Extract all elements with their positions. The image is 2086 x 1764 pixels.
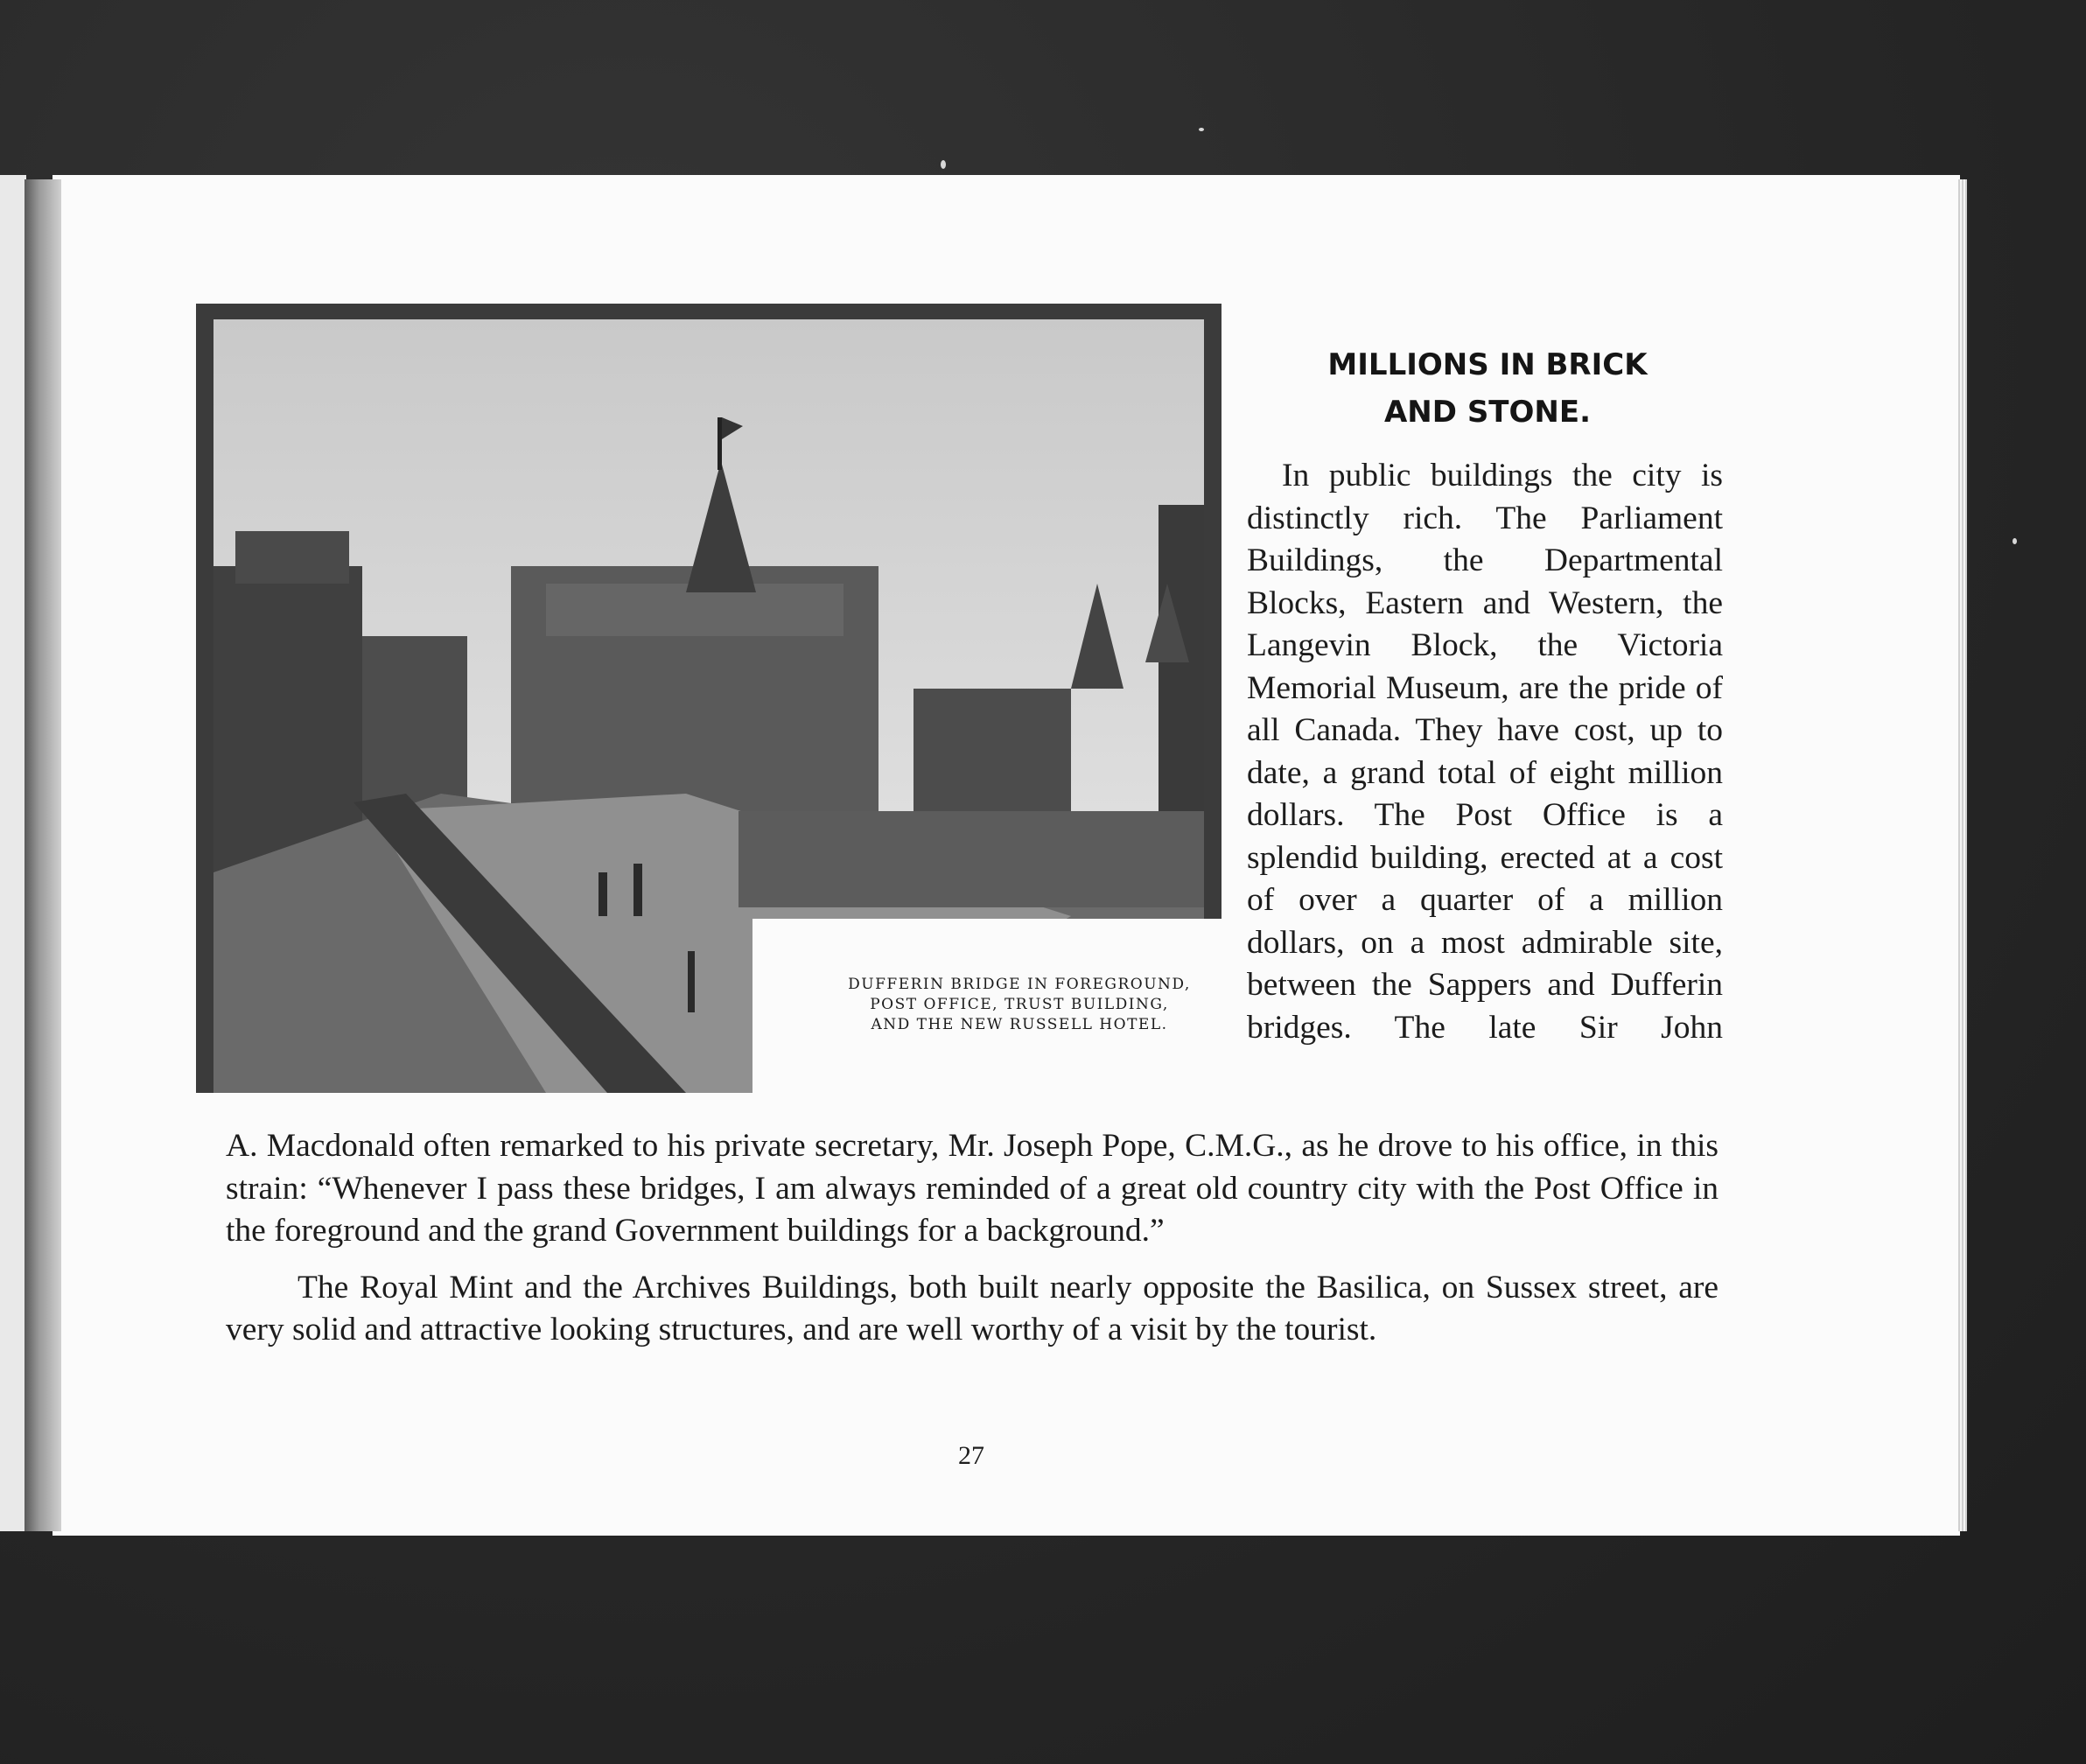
caption-line: DUFFERIN BRIDGE IN FOREGROUND, bbox=[848, 976, 1191, 993]
page-stack-edge bbox=[1958, 179, 1967, 1531]
title-line: MILLIONS IN BRICK bbox=[1327, 347, 1648, 382]
paragraph-royal-mint: The Royal Mint and the Archives Buildings, both built nearly opposite the Basilica, on Sussex street, are very solid and attractive looking structures, and are well worthy of a visit by the tourist. bbox=[226, 1269, 1718, 1348]
page-binding-shadow bbox=[24, 179, 61, 1531]
scan-speck bbox=[1199, 128, 1204, 131]
article-title bbox=[1247, 341, 1728, 436]
scan-speck bbox=[941, 160, 946, 169]
caption-line: AND THE NEW RUSSELL HOTEL. bbox=[871, 1016, 1168, 1033]
caption-line: POST OFFICE, TRUST BUILDING, bbox=[870, 996, 1169, 1013]
page-number: 27 bbox=[958, 1441, 984, 1470]
body-text bbox=[226, 1125, 1718, 1352]
column-text bbox=[1247, 455, 1723, 1049]
scan-speck bbox=[2012, 538, 2017, 544]
paragraph-column: In public buildings the city is distinctly rich. The Parliament Buildings, the Departmental Blocks, Eastern and Western, the Langevin Block, the Victoria Memorial Museum, are the pride of all Canada. They have cost, up to date, a grand total of eight million dollars. The Post Office is a splendid building, erected at a cost of over a quarter of a million dollars, on a most admirable site, between the Sappers and Dufferin bridges. The late Sir John bbox=[1247, 458, 1723, 1046]
paragraph-continued: A. Macdonald often remarked to his private secretary, Mr. Joseph Pope, C.M.G., as he drove to his office, in this strain: “Whenever I pass these bridges, I am always reminded of a great old country city with the Post Office in the foreground and the grand Government buildings for a background.” bbox=[226, 1128, 1718, 1249]
left-page-edge bbox=[0, 175, 26, 1531]
photo-caption bbox=[814, 975, 1225, 1035]
title-line: AND STONE. bbox=[1383, 395, 1591, 430]
